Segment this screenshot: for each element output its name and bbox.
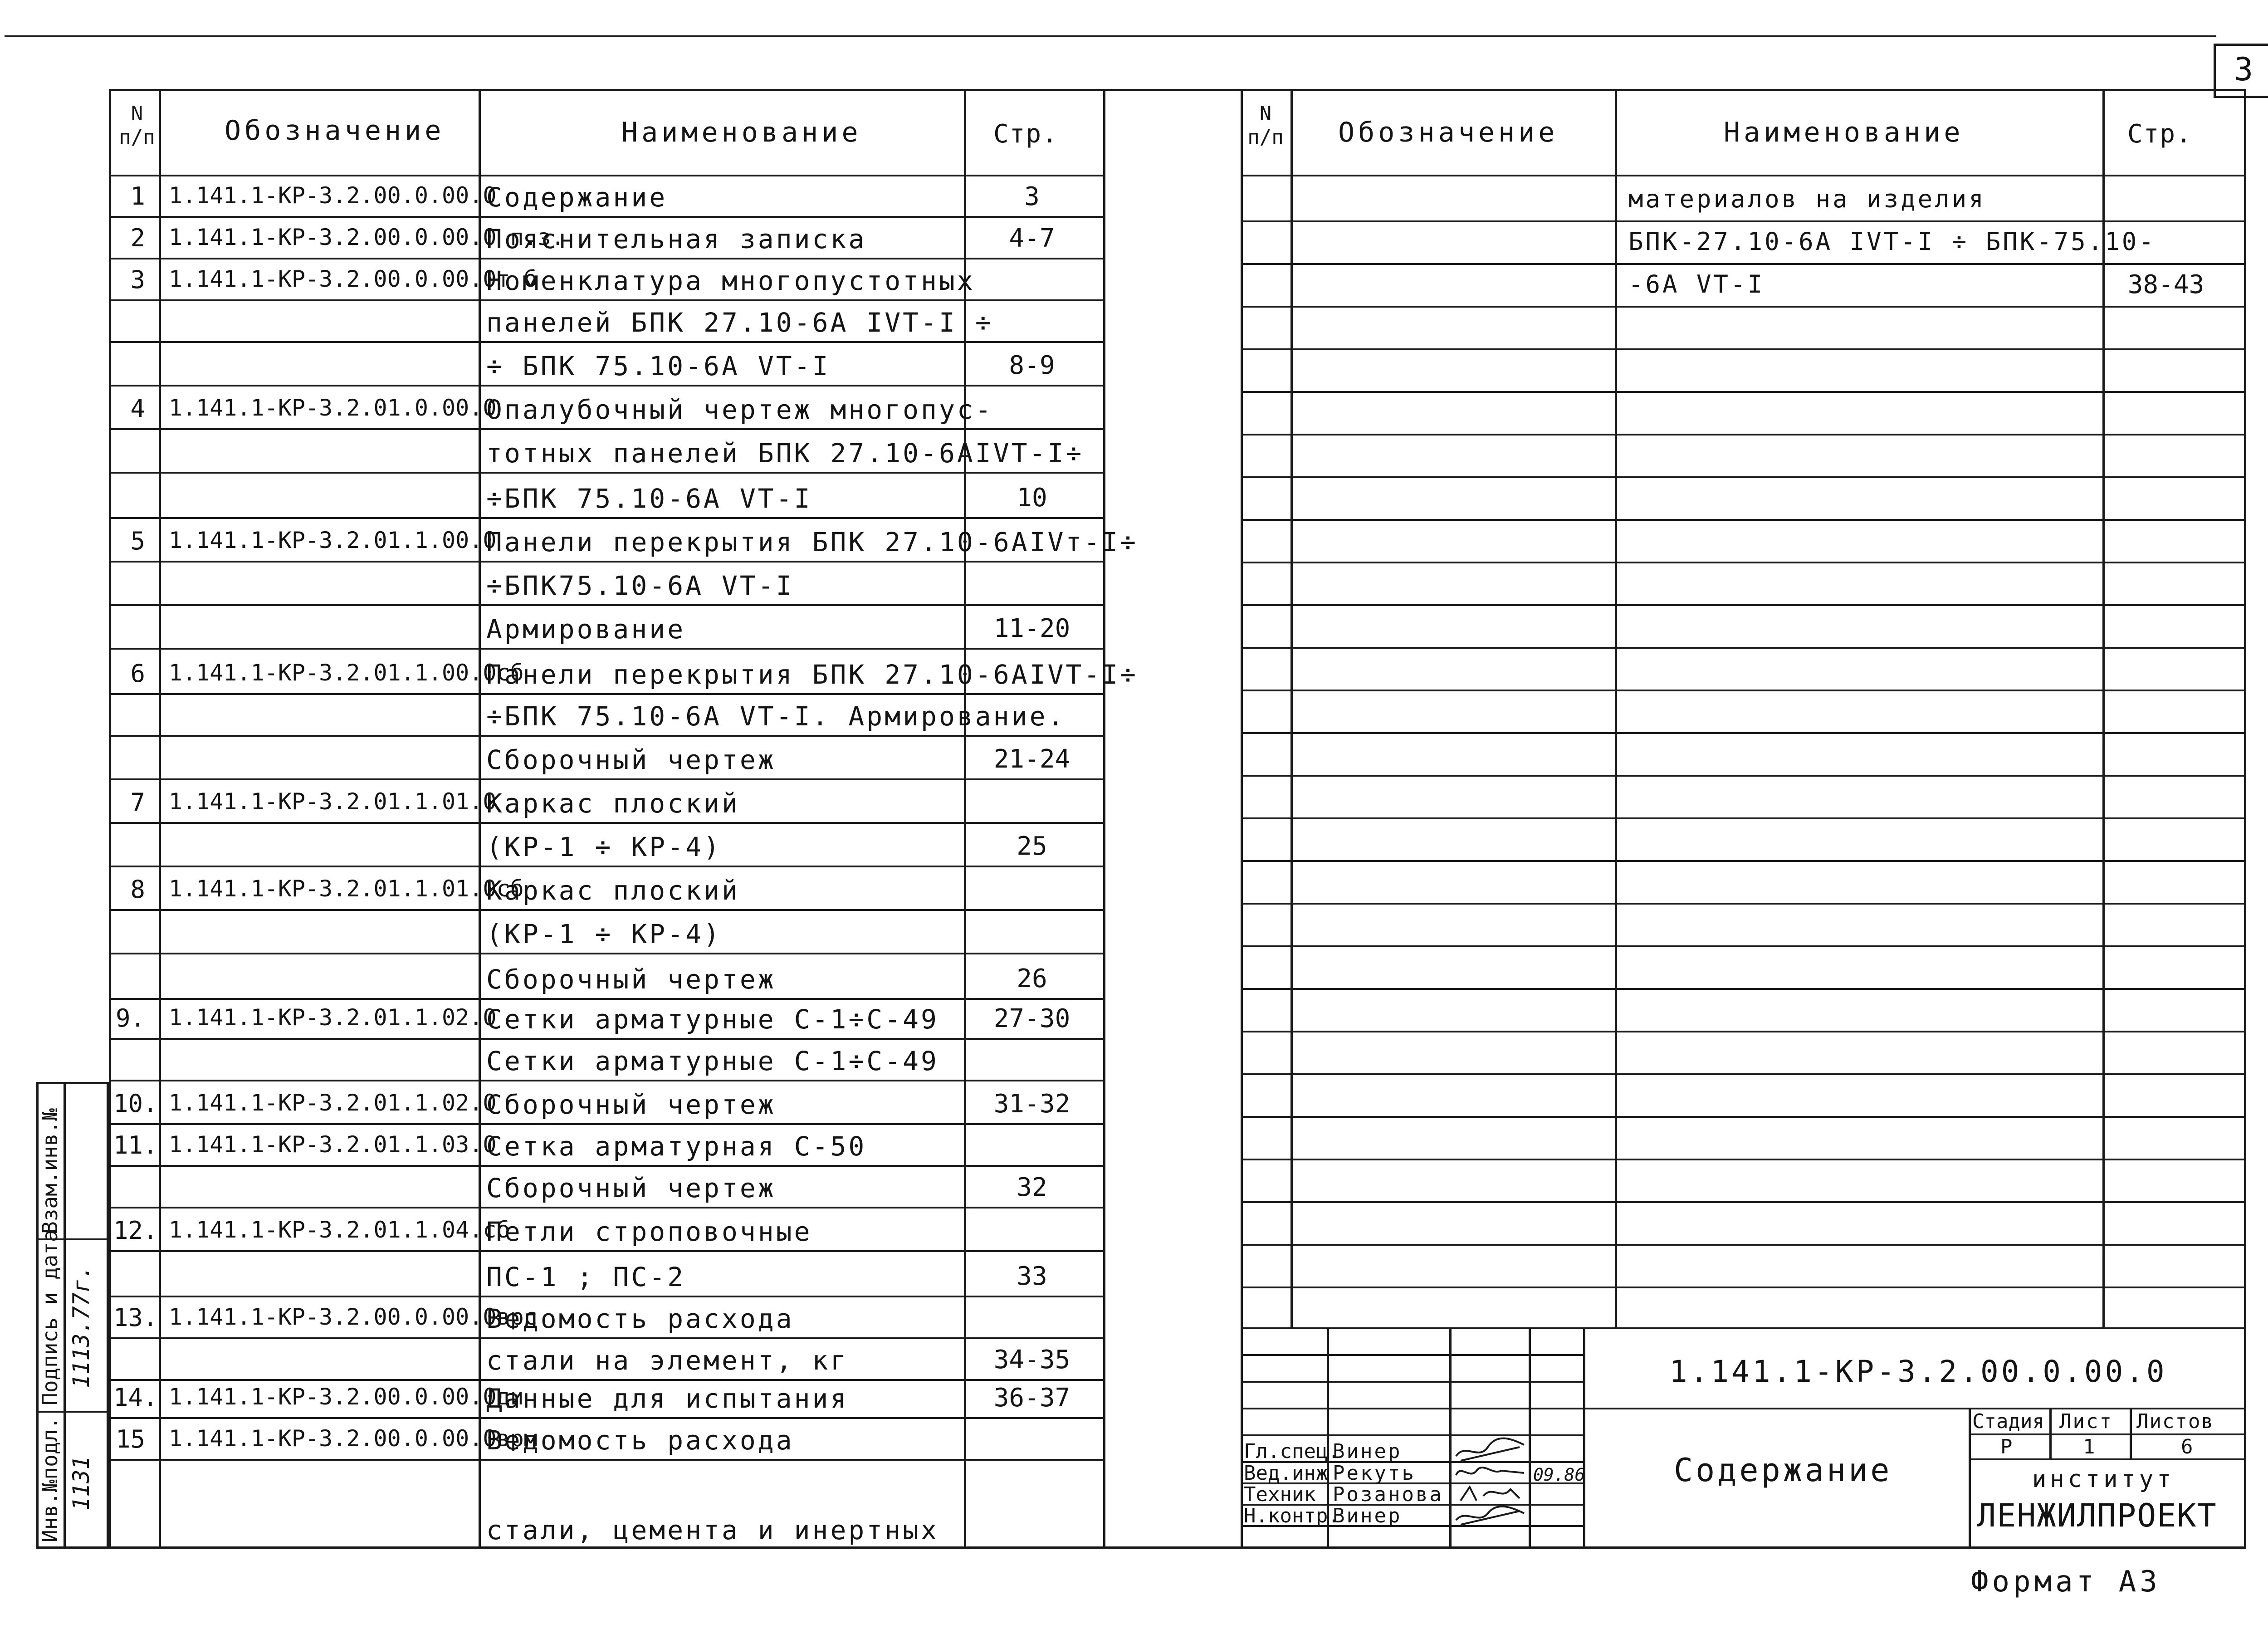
left-row-line [109,866,1103,867]
right-row-line [1241,476,2246,478]
right-row-line [1241,817,2246,819]
left-row-name: ÷БПК75.10-6А VТ-I [486,570,794,601]
right-row-line [1241,348,2246,350]
left-row-num: 14. [113,1383,158,1412]
left-row-code: 1.141.1-КР-3.2.01.1.01.0 [169,788,497,815]
right-row-name: -6А VТ-I [1628,270,1765,298]
left-header-page: Стр. [993,119,1058,149]
right-row-line [1241,391,2246,393]
left-row-page: 21-24 [993,744,1070,774]
left-row-name: панелей БПК 27.10-6А IVТ-I ÷ [486,307,993,338]
left-row-name: Петли строповочные [486,1216,812,1247]
right-header-page: Стр. [2127,119,2192,149]
right-col-sep-1 [1290,89,1293,1327]
left-row-line [109,693,1103,695]
left-row-page: 10 [1017,483,1047,513]
right-row-line [1241,1116,2246,1118]
left-row-name: ÷БПК 75.10-6А VТ-I. Армирование. [486,701,1066,732]
left-row-page: 31-32 [993,1089,1070,1119]
left-row-line [109,1038,1103,1040]
left-row-line [109,1296,1103,1297]
right-row-line [1241,1244,2246,1246]
left-row-code: 1.141.1-КР-3.2.01.1.00.0 [169,527,497,553]
left-row-code: 1.141.1-КР-3.2.01.1.01.0сб [169,876,524,902]
left-row-line [109,1250,1103,1252]
left-row-line [109,1123,1103,1125]
tb-stage-label: Стадия [1972,1410,2044,1433]
tb-h4 [1241,1434,1583,1436]
left-row-line [109,299,1103,301]
left-row-page: 34-35 [993,1345,1070,1375]
right-row-line [1241,220,2246,222]
right-row-line [1241,860,2246,862]
left-row-num: 8 [130,875,145,904]
left-row-name: Армирование [486,614,686,645]
left-row-line [109,385,1103,386]
left-row-name: Содержание [486,182,668,213]
left-header-name: Наименование [621,117,862,148]
tb-title: Содержание [1674,1452,1892,1489]
left-row-page: 8-9 [1009,351,1055,380]
tb-role-2: Вед.инж [1244,1462,1328,1485]
left-row-code: 1.141.1-КР-3.2.00.0.00.0ди [169,1384,524,1410]
tb-role-4: Н.контр. [1244,1504,1340,1527]
left-row-name: Панели перекрытия БПК 27.10-6АIVт-I÷ [486,527,1139,558]
tb-date-2: 09.86 [1533,1465,1585,1485]
left-row-num: 2 [130,224,145,252]
left-row-num: 6 [130,659,145,688]
left-row-line [109,1337,1103,1339]
signature-2 [1452,1462,1529,1482]
right-row-name: БПК-27.10-6А IVТ-I ÷ БПК-75.10- [1628,227,2156,256]
tb-h2 [1241,1381,1583,1383]
left-row-line [109,216,1103,218]
left-row-code: 1.141.1-КР-3.2.00.0.00.0врс [169,1304,538,1330]
tb-stage-h2 [1969,1458,2246,1460]
left-row-name: Ведомость расхода [486,1303,794,1334]
side-value-inv: 1131 [68,1456,94,1511]
tb-h1 [1241,1354,1583,1356]
side-label-sign: Подпись и дата [38,1229,62,1405]
left-row-code: 1.141.1-КР-3.2.01.1.03.0 [169,1131,497,1158]
left-row-page: 4-7 [1009,224,1055,253]
left-row-line [109,1417,1103,1419]
tb-sheets-value: 6 [2181,1435,2193,1458]
left-row-code: 1.141.1-КР-3.2.01.1.04.сб [169,1217,510,1243]
left-row-line [109,1165,1103,1167]
tb-sheets-label: Листов [2136,1410,2214,1433]
left-row-line [109,953,1103,954]
right-row-line [1241,1073,2246,1075]
left-row-line [109,909,1103,911]
tb-name-4: Винер [1333,1504,1402,1527]
left-row-code: 1.141.1-КР-3.2.01.0.00.0 [169,395,497,421]
left-row-page: 33 [1017,1262,1047,1291]
left-row-code: 1.141.1-КР-3.2.01.1.02.0 [169,1090,497,1116]
tb-role-3: Техник [1244,1483,1316,1506]
top-frame-line [5,35,2216,37]
left-row-page: 26 [1017,964,1047,993]
right-row-line [1241,1201,2246,1203]
tb-v4 [1583,1327,1585,1549]
right-col-sep-2 [1615,89,1617,1327]
left-row-code: 1.141.1-КР-3.2.01.1.00.0сб [169,660,524,686]
left-row-code: 1.141.1-КР-3.2.00.0.00.0 [169,182,497,209]
tb-v3 [1529,1327,1531,1549]
left-row-num: 1 [130,182,145,210]
left-row-num: 4 [130,394,145,423]
tb-name-3: Розанова [1333,1483,1443,1506]
left-row-code: 1.141.1-КР-3.2.01.1.02.0 [169,1004,497,1031]
left-header-num: N п/п [119,102,155,149]
left-row-name: Сборочный чертеж [486,964,776,995]
right-header-name: Наименование [1724,117,1964,148]
left-row-name: Пояснительная записка [486,224,867,254]
left-row-page: 25 [1017,832,1047,861]
format-label: Формат А3 [1971,1565,2161,1599]
right-row-line [1241,988,2246,990]
tb-stage-v1 [2049,1408,2052,1458]
left-row-name: Сетки арматурные С-1÷С-49 [486,1046,939,1076]
left-row-name: тотных панелей БПК 27.10-6АIVТ-I÷ [486,438,1084,469]
left-row-num: 13. [113,1303,158,1332]
left-row-name: Сетка арматурная С-50 [486,1131,867,1162]
right-col-sep-3 [2102,89,2105,1327]
side-value-sign: 1113.77г. [68,1265,94,1388]
left-row-page: 36-37 [993,1383,1070,1413]
left-row-name: Каркас плоский [486,875,740,906]
left-row-num: 15 [115,1425,145,1453]
tb-v5 [1969,1408,1971,1549]
sheet-number: 3 [2234,51,2253,88]
left-row-name: Ведомость расхода [486,1425,794,1456]
tb-stage-value: Р [2000,1435,2013,1458]
right-row-line [1241,519,2246,521]
right-header-bottom [1241,175,2246,176]
right-row-line [1241,263,2246,265]
right-row-line [1241,604,2246,606]
left-row-line [109,822,1103,824]
left-row-name: Каркас плоский [486,788,740,819]
right-row-line [1241,434,2246,435]
left-row-name: ÷ БПК 75.10-6А VТ-I [486,351,831,382]
left-row-line [109,1207,1103,1208]
left-row-name: Сборочный чертеж [486,744,776,775]
left-row-line [109,648,1103,650]
right-row-line [1241,903,2246,905]
right-header-code: Обозначение [1338,117,1559,148]
signature-3 [1452,1482,1529,1505]
right-row-page: 38-43 [2127,270,2204,299]
right-row-line [1241,562,2246,563]
left-row-line [109,1080,1103,1081]
right-row-line [1241,732,2246,734]
tb-name-1: Винер [1333,1440,1402,1463]
tb-h3 [1241,1408,2246,1409]
left-row-line [109,998,1103,1000]
tb-sheet-value: 1 [2083,1435,2095,1458]
left-row-num: 5 [130,527,145,555]
left-row-name: Сетки арматурные С-1÷С-49 [486,1004,939,1035]
left-row-num: 7 [130,788,145,817]
left-row-line [109,604,1103,606]
right-row-line [1241,690,2246,691]
left-row-name: Номенклатура многопустотных [486,265,975,296]
left-row-code: 1.141.1-КР-3.2.00.0.00.0врм [169,1425,538,1452]
left-row-num: 12. [113,1216,158,1245]
left-header-code: Обозначение [225,115,445,147]
left-row-page: 3 [1024,182,1040,211]
left-row-line [109,472,1103,474]
right-row-line [1241,1031,2246,1032]
left-row-name: Сборочный чертеж [486,1173,776,1203]
right-row-line [1241,1159,2246,1160]
tb-sheet-label: Лист [2059,1410,2113,1433]
signature-1 [1452,1433,1529,1465]
left-row-page: 32 [1017,1173,1047,1202]
signature-4 [1452,1504,1529,1527]
left-row-name: стали, цемента и инертных [486,1515,939,1546]
left-row-name: ÷БПК 75.10-6А VТ-I [486,483,812,514]
tb-name-2: Рекуть [1333,1462,1416,1485]
left-row-line [109,1379,1103,1381]
right-row-line [1241,945,2246,947]
right-row-name: материалов на изделия [1628,185,1986,213]
left-row-page: 27-30 [993,1004,1070,1033]
right-row-line [1241,647,2246,649]
tb-stage-v2 [2130,1408,2132,1458]
tb-top-line [1241,1327,2246,1329]
right-row-line [1241,1287,2246,1288]
left-row-name: Панели перекрытия БПК 27.10-6АIVТ-I÷ [486,659,1139,690]
left-row-name: Сборочный чертеж [486,1089,776,1120]
tb-role-1: Гл.спец. [1244,1440,1340,1463]
left-row-num: 3 [130,265,145,294]
tb-document-code: 1.141.1-КР-3.2.00.0.00.0 [1669,1354,2167,1389]
left-row-line [109,517,1103,519]
left-row-name: (КР-1 ÷ КР-4) [486,919,722,949]
left-row-code: 1.141.1-КР-3.2.00.0.00.0 п.з. [169,224,565,250]
left-row-line [109,735,1103,737]
side-stamp-h2 [36,1411,109,1413]
left-row-num: 11. [113,1131,158,1159]
left-row-name: (КР-1 ÷ КР-4) [486,832,722,862]
side-stamp-split [64,1082,66,1549]
tb-institute-label: институт [2032,1466,2175,1493]
left-row-name: стали на элемент, кг [486,1345,849,1376]
side-label-vzam: Взам.инв.№ [38,1108,62,1234]
left-row-num: 10. [113,1089,158,1118]
left-col-sep-4 [1103,89,1105,1549]
left-row-name: ПС-1 ; ПС-2 [486,1262,686,1292]
left-row-line [109,1459,1103,1461]
right-row-line [1241,775,2246,777]
left-row-line [109,428,1103,430]
right-header-num: N п/п [1247,102,1284,149]
right-row-line [1241,306,2246,308]
left-header-bottom [109,175,1103,176]
left-row-num: 9. [115,1004,145,1032]
left-row-code: 1.141.1-КР-3.2.00.0.00.0т б [169,266,538,292]
left-row-page: 11-20 [993,614,1070,643]
side-label-inv: Инв.№подл. [38,1417,62,1542]
left-row-line [109,341,1103,343]
left-row-name: Данные для испытания [486,1383,849,1414]
left-col-sep-1 [159,89,161,1549]
left-row-name: Опалубочный чертеж многопус- [486,394,993,425]
tb-institute-name: ЛЕНЖИЛПРОЕКТ [1977,1497,2217,1534]
left-row-line [109,561,1103,563]
left-row-line [109,778,1103,780]
left-row-line [109,258,1103,259]
